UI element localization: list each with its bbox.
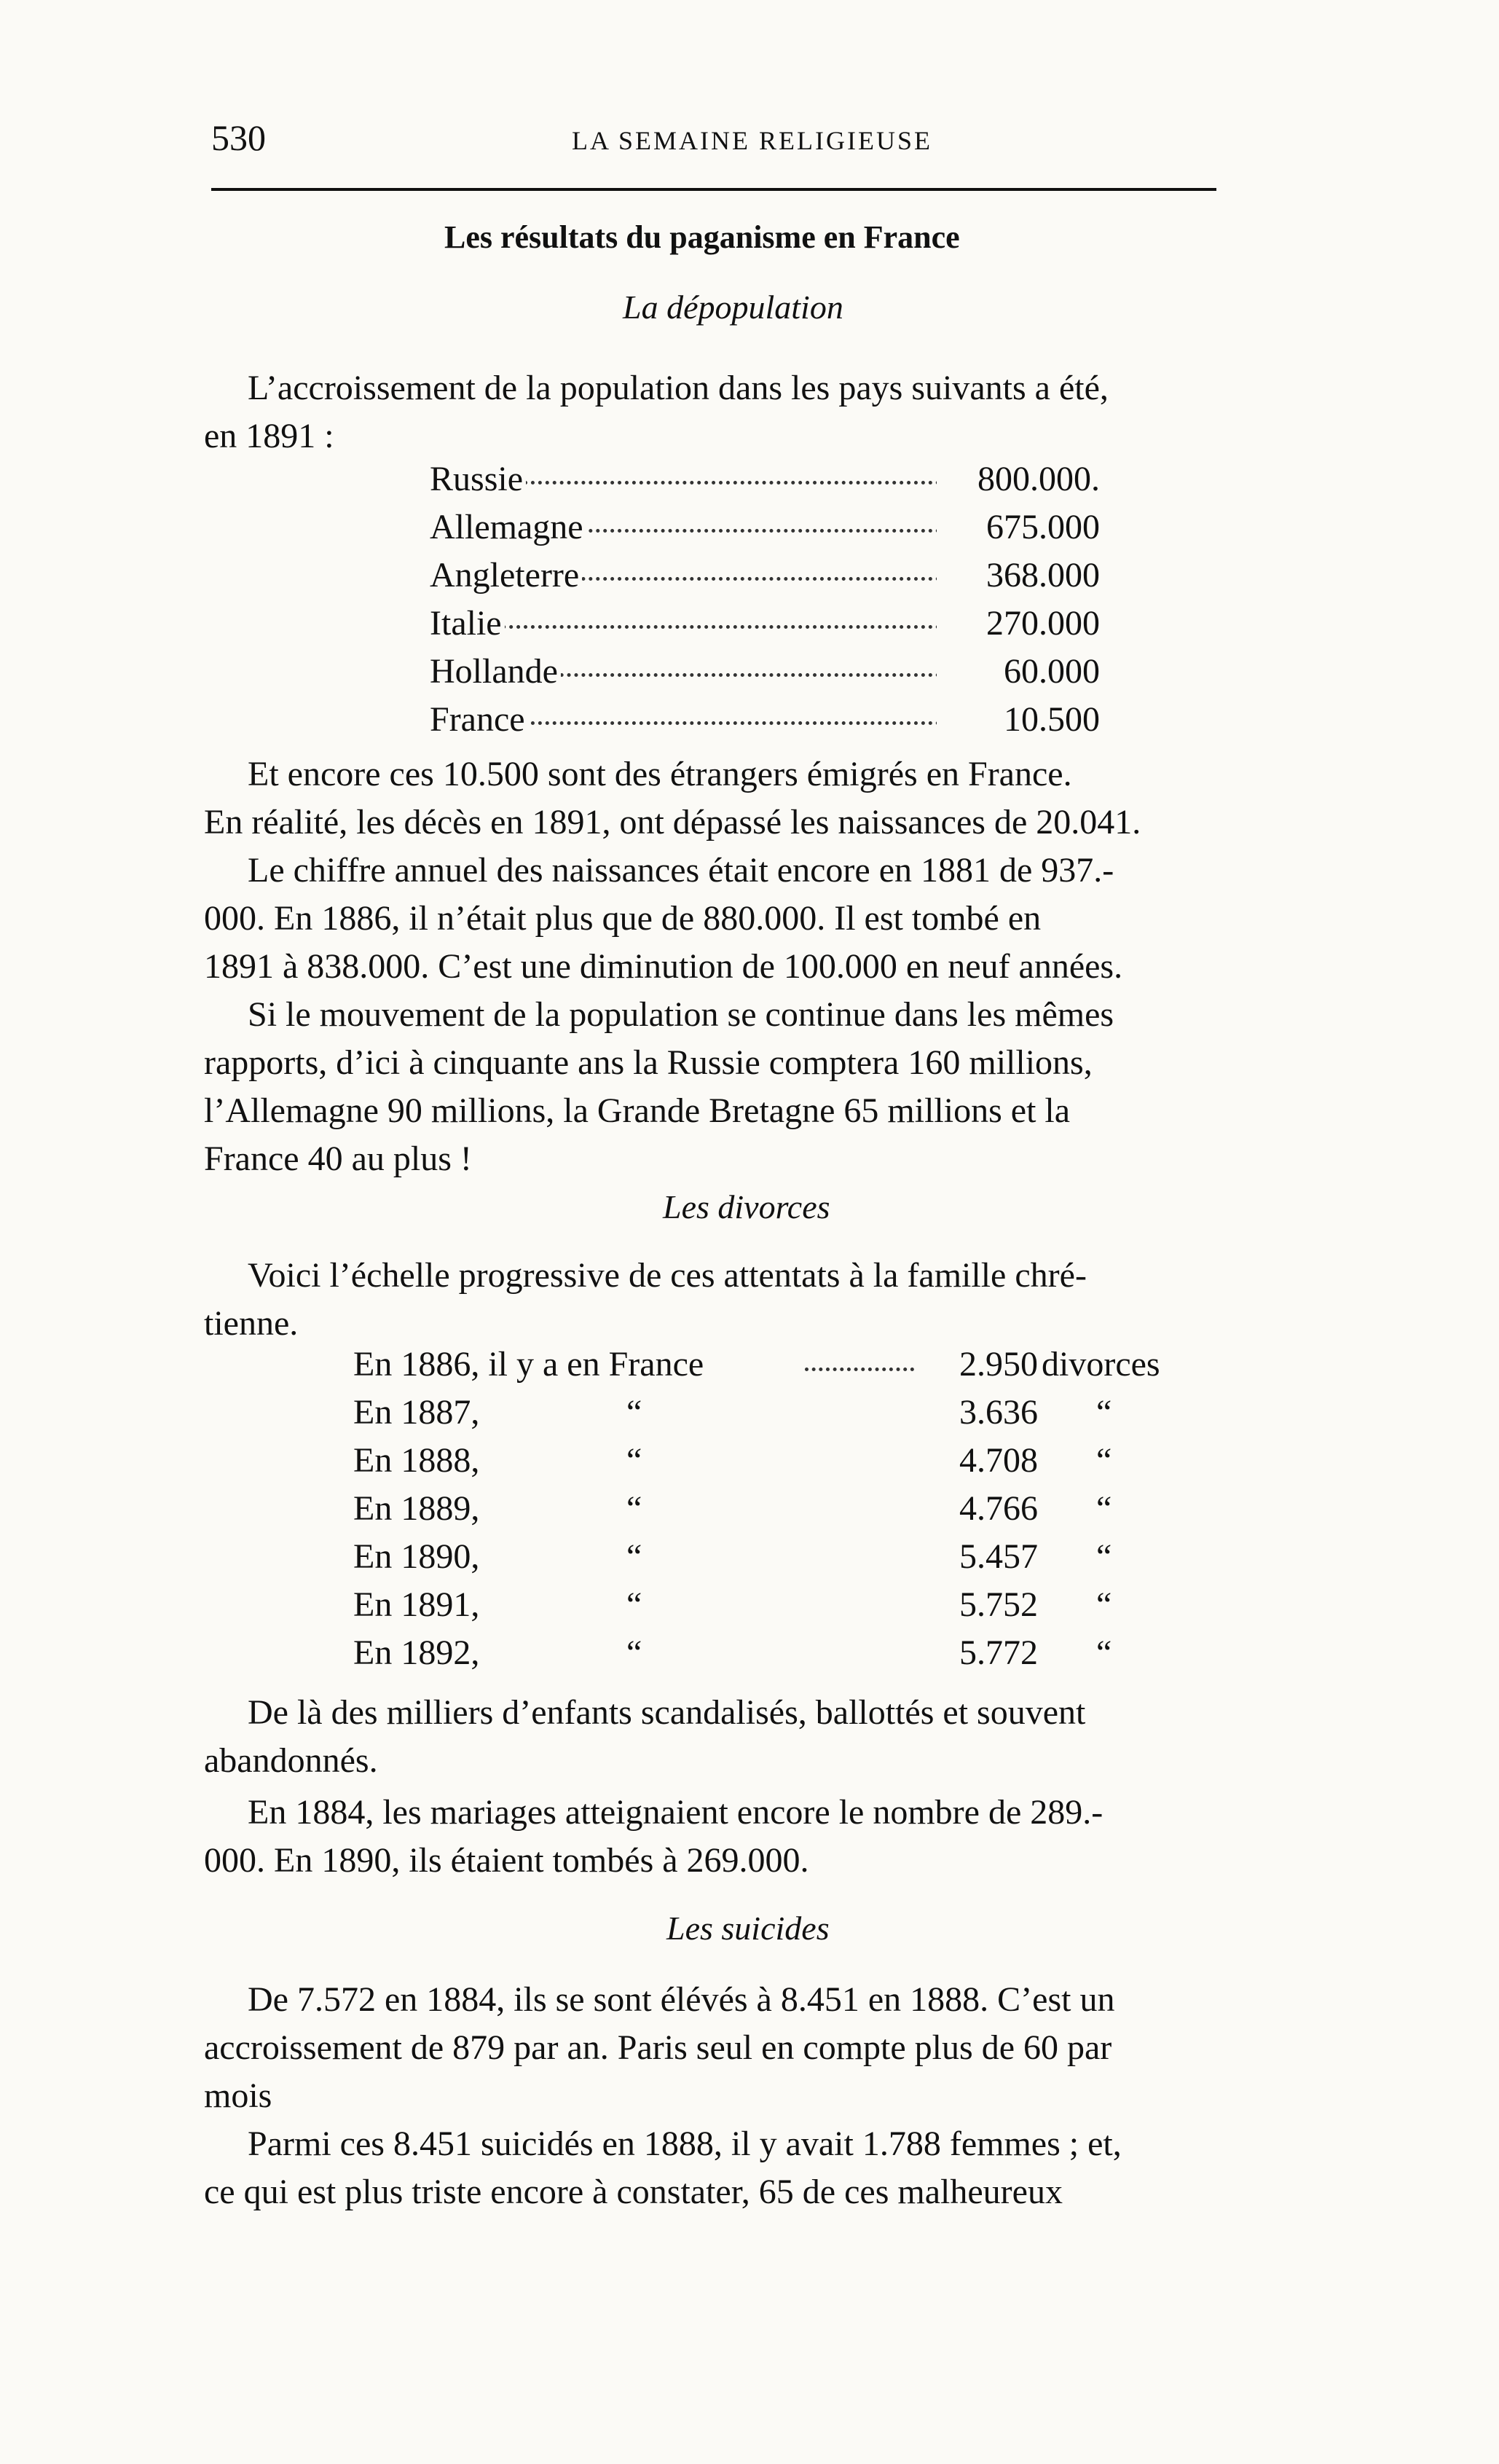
- divorce-count: 3.636: [959, 1393, 1038, 1432]
- table-row: [430, 459, 1100, 507]
- text-line: 000. En 1886, il n’était plus que de 880.000. Il est tombé en: [204, 899, 1042, 938]
- depopulation-para-3: [204, 991, 1114, 1183]
- text-line: tienne.: [204, 1304, 299, 1343]
- ditto-mark: “: [1096, 1489, 1112, 1528]
- divorces-table: [353, 1344, 1205, 1681]
- divorce-count: 5.772: [959, 1633, 1038, 1672]
- ditto-mark: “: [626, 1537, 642, 1576]
- depopulation-para-2: [204, 847, 1122, 991]
- text-line: ce qui est plus triste encore à constater, 65 de ces malheureux: [204, 2173, 1063, 2211]
- page-header: [211, 117, 1202, 168]
- country-value: 10.500: [937, 699, 1100, 739]
- ditto-mark: “: [626, 1489, 642, 1528]
- text-line: Si le mouvement de la population se continue dans les mêmes: [248, 995, 1114, 1034]
- text-line: Parmi ces 8.451 suicidés en 1888, il y avait 1.788 femmes ; et,: [248, 2124, 1122, 2163]
- country-name: Hollande: [430, 651, 561, 691]
- divorce-count: 5.457: [959, 1537, 1038, 1576]
- table-row: [353, 1488, 1205, 1537]
- year-label: En 1889,: [353, 1489, 480, 1528]
- table-row: [353, 1392, 1205, 1440]
- table-row: [353, 1585, 1205, 1633]
- text-line: en 1891 :: [204, 417, 334, 455]
- text-line: Voici l’échelle progressive de ces attentats à la famille chré-: [248, 1256, 1087, 1295]
- suicides-para-2: [204, 2120, 1122, 2216]
- text-line: De 7.572 en 1884, ils se sont élévés à 8.451 en 1888. C’est un: [248, 1980, 1115, 2019]
- country-name: Italie: [430, 603, 505, 643]
- depopulation-para-1: [204, 750, 1141, 847]
- country-value: 800.000.: [937, 459, 1100, 499]
- population-table: [430, 459, 1100, 748]
- ditto-mark: “: [626, 1585, 642, 1624]
- country-name: Russie: [430, 459, 526, 499]
- divorce-count: 2.950: [959, 1345, 1038, 1384]
- ditto-mark: “: [1096, 1393, 1112, 1432]
- table-row: [430, 555, 1100, 603]
- text-line: 000. En 1890, ils étaient tombés à 269.000.: [204, 1841, 809, 1880]
- table-row: [353, 1633, 1205, 1681]
- suicides-para-1: [204, 1976, 1114, 2120]
- table-row: [353, 1440, 1205, 1488]
- page-number: 530: [211, 117, 266, 158]
- leader-dots: [430, 625, 991, 629]
- ditto-mark: “: [1096, 1633, 1112, 1672]
- ditto-mark: “: [1096, 1585, 1112, 1624]
- ditto-mark: “: [626, 1633, 642, 1672]
- table-row: [430, 603, 1100, 651]
- table-row: [430, 507, 1100, 555]
- table-row: [353, 1537, 1205, 1585]
- country-name: Angleterre: [430, 555, 582, 595]
- text-line: Le chiffre annuel des naissances était encore en 1881 de 937.-: [248, 851, 1114, 890]
- year-label: En 1891,: [353, 1585, 480, 1624]
- year-label: En 1888,: [353, 1441, 480, 1480]
- divorce-count: 4.708: [959, 1441, 1038, 1480]
- heading-suicides: Les suicides: [666, 1910, 830, 1947]
- country-name: Allemagne: [430, 507, 586, 547]
- ditto-mark: “: [1096, 1441, 1112, 1480]
- unit-label: divorces: [1042, 1345, 1160, 1384]
- text-line: abandonnés.: [204, 1741, 378, 1780]
- year-label: En 1887,: [353, 1393, 480, 1432]
- table-row: [353, 1344, 1205, 1392]
- text-line: France 40 au plus !: [204, 1139, 472, 1178]
- country-value: 368.000: [937, 555, 1100, 595]
- year-label: En 1892,: [353, 1633, 480, 1672]
- divorce-count: 4.766: [959, 1489, 1038, 1528]
- country-value: 675.000: [937, 507, 1100, 547]
- text-line: L’accroissement de la population dans les pays suivants a été,: [248, 369, 1109, 407]
- running-head: LA SEMAINE RELIGIEUSE: [572, 126, 932, 155]
- text-line: rapports, d’ici à cinquante ans la Russie comptera 160 millions,: [204, 1043, 1093, 1082]
- ditto-mark: “: [626, 1441, 642, 1480]
- divorces-para-1: [204, 1689, 1085, 1785]
- text-line: mois: [204, 2076, 272, 2115]
- country-value: 270.000: [937, 603, 1100, 643]
- article-title: Les résultats du paganisme en France: [444, 219, 960, 255]
- table-row: [430, 699, 1100, 748]
- year-label: En 1886, il y a en France: [353, 1345, 704, 1384]
- divorce-count: 5.752: [959, 1585, 1038, 1624]
- text-line: De là des milliers d’enfants scandalisés, ballottés et souvent: [248, 1693, 1086, 1732]
- text-line: En réalité, les décès en 1891, ont dépassé les naissances de 20.041.: [204, 803, 1141, 841]
- ditto-mark: “: [626, 1393, 642, 1432]
- header-rule: [211, 188, 1216, 191]
- country-name: France: [430, 699, 528, 739]
- divorces-para-2: [204, 1789, 1103, 1885]
- country-value: 60.000: [937, 651, 1100, 691]
- depopulation-intro: [204, 364, 1109, 460]
- heading-depopulation: La dépopulation: [623, 289, 843, 326]
- table-row: [430, 651, 1100, 699]
- text-line: En 1884, les mariages atteignaient encore le nombre de 289.-: [248, 1793, 1103, 1832]
- text-line: Et encore ces 10.500 sont des étrangers émigrés en France.: [248, 755, 1072, 793]
- text-line: 1891 à 838.000. C’est une diminution de 100.000 en neuf années.: [204, 947, 1123, 986]
- ditto-mark: “: [1096, 1537, 1112, 1576]
- text-line: accroissement de 879 par an. Paris seul en compte plus de 60 par: [204, 2028, 1112, 2067]
- divorces-intro: [204, 1252, 1087, 1348]
- leader-dots: [805, 1368, 914, 1371]
- heading-divorces: Les divorces: [663, 1188, 830, 1225]
- text-line: l’Allemagne 90 millions, la Grande Bretagne 65 millions et la: [204, 1091, 1071, 1130]
- year-label: En 1890,: [353, 1537, 480, 1576]
